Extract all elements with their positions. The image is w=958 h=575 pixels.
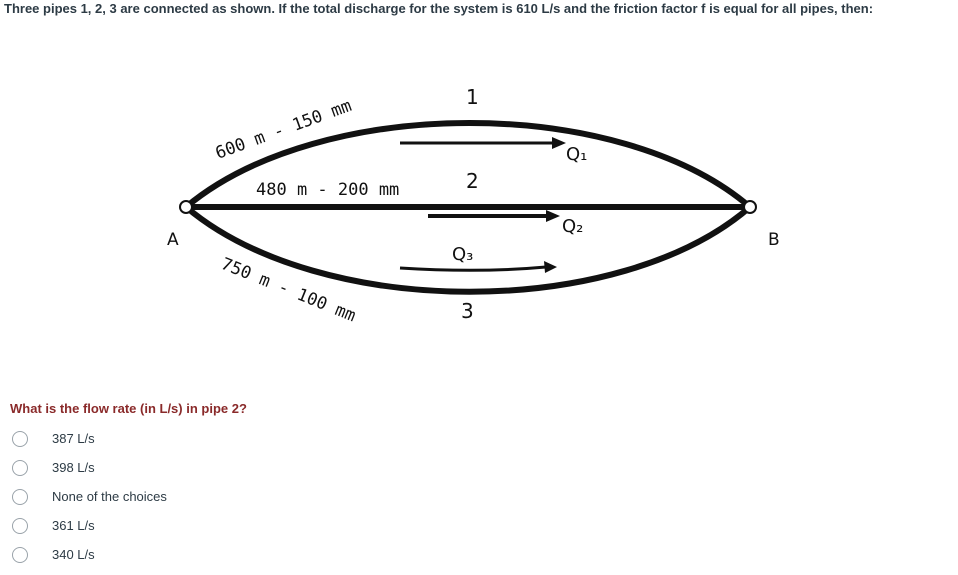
- node-b-label: B: [768, 230, 780, 250]
- junction-b: [744, 201, 756, 213]
- q2-label: Q₂: [562, 216, 584, 237]
- q1-label: Q₁: [566, 144, 588, 165]
- pipe-2-number: 2: [466, 169, 479, 193]
- arrow-q2: [428, 210, 560, 222]
- choice-label: None of the choices: [52, 489, 167, 504]
- q3-label: Q₃: [452, 244, 474, 265]
- question-text: What is the flow rate (in L/s) in pipe 2?: [10, 401, 247, 416]
- radio-button[interactable]: [12, 518, 28, 534]
- pipe-3-spec: 750 m - 100 mm: [218, 254, 359, 327]
- choice-361[interactable]: [0, 511, 300, 540]
- choice-398[interactable]: [0, 453, 300, 482]
- radio-button[interactable]: [12, 547, 28, 563]
- pipe-3-number: 3: [461, 299, 474, 323]
- junction-a: [180, 201, 192, 213]
- arrow-q3: [400, 261, 557, 273]
- choice-label: 340 L/s: [52, 547, 95, 562]
- pipe-1-spec: 600 m - 150 mm: [212, 95, 355, 164]
- node-a-label: A: [167, 230, 179, 250]
- choice-label: 387 L/s: [52, 431, 95, 446]
- pipe-1-number: 1: [466, 85, 479, 109]
- choice-none[interactable]: [0, 482, 300, 511]
- choice-label: 361 L/s: [52, 518, 95, 533]
- choice-340[interactable]: [0, 540, 300, 569]
- radio-button[interactable]: [12, 431, 28, 447]
- arrow-q1: [400, 137, 566, 149]
- pipe-2-spec: 480 m - 200 mm: [256, 180, 400, 200]
- choice-387[interactable]: [0, 424, 300, 453]
- answer-choices: [0, 424, 300, 569]
- radio-button[interactable]: [12, 489, 28, 505]
- choice-label: 398 L/s: [52, 460, 95, 475]
- radio-button[interactable]: [12, 460, 28, 476]
- problem-statement: Three pipes 1, 2, 3 are connected as shown. If the total discharge for the system is 610 L/s and the friction factor f is equal for all pipes, then:: [4, 1, 874, 16]
